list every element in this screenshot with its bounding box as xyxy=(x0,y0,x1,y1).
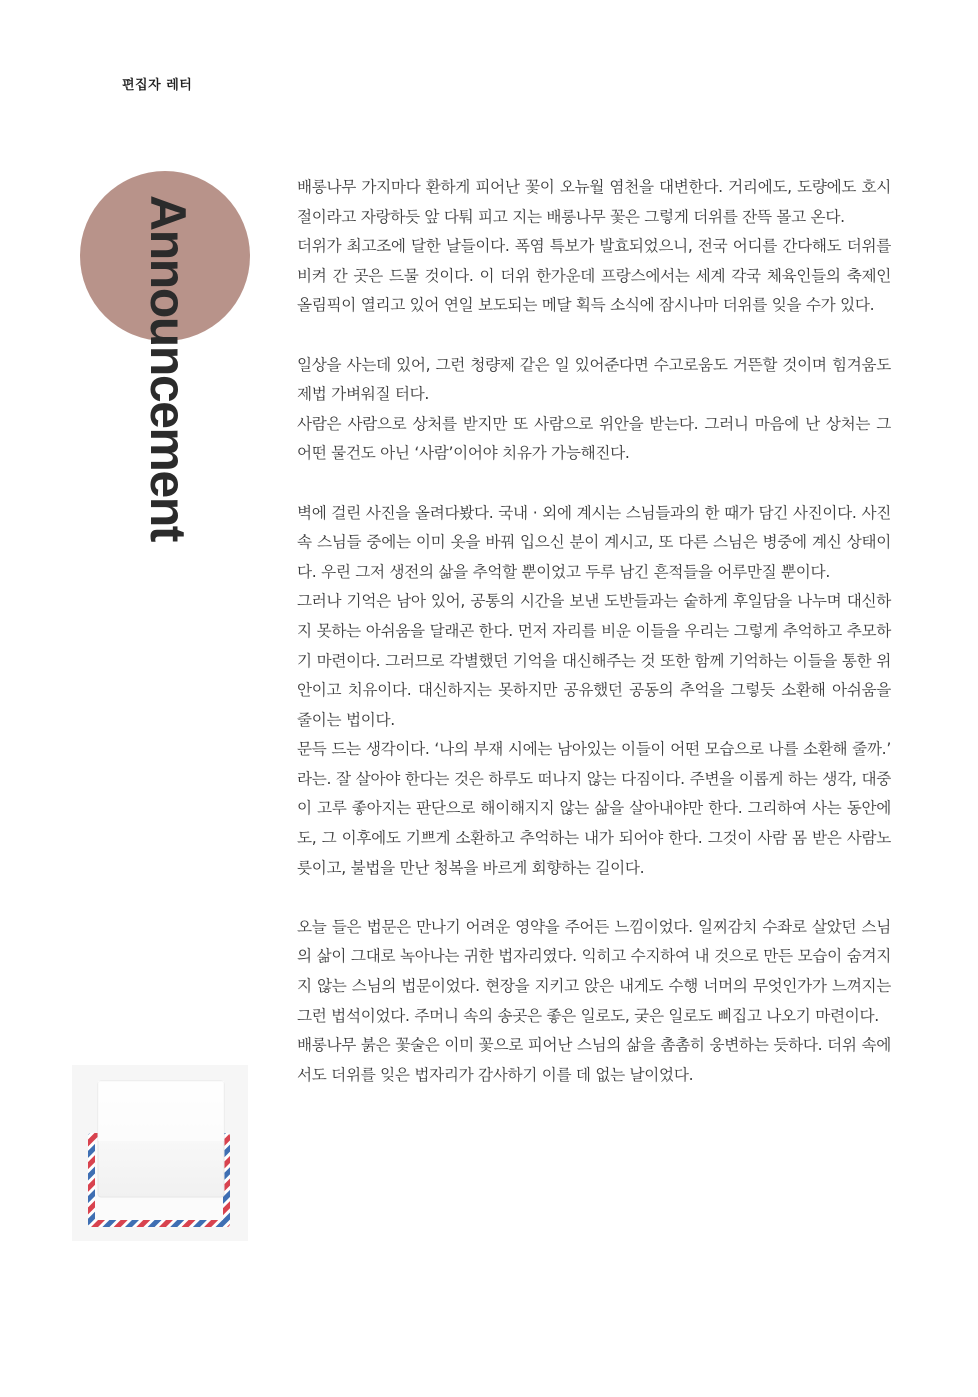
paragraph: 일상을 사는데 있어, 그런 청량제 같은 일 있어준다면 수고로움도 거뜬할 것이며 힘겨움도 제법 가벼워질 터다. xyxy=(297,355,891,404)
paragraph: 배롱나무 붉은 꽃술은 이미 꽃으로 피어난 스님의 삶을 촘촘히 웅변하는 듯하다. 더위 속에서도 더위를 잊은 법자리가 감사하기 이를 데 없는 날이었다. xyxy=(297,1036,891,1084)
paragraph-gap xyxy=(297,883,891,913)
airmail-envelope-icon xyxy=(72,1065,248,1241)
paragraph: 배롱나무 가지마다 환하게 피어난 꽃이 오뉴월 염천을 대변한다. 거리에도, 도량에도 호시절이라고 자랑하듯 앞 다퉈 피고 지는 배롱나무 꽃은 그렇게 더위를 잔뜩 몰고 온다. xyxy=(297,178,891,226)
paragraph-gap xyxy=(297,321,891,351)
paragraph: 벽에 걸린 사진을 올려다봤다. 국내 · 외에 계시는 스님들과의 한 때가 담긴 사진이다. 사진 속 스님들 중에는 이미 옷을 바꿔 입으신 분이 계시고, 또 다른 스님은 병중에 계신 상태이다. 우린 그저 생전의 삶을 추억할 뿐이었고 두루 남긴 흔적들을 어루만질 뿐이다. xyxy=(297,503,891,581)
paragraph: 문득 드는 생각이다. ‘나의 부재 시에는 남아있는 이들이 어떤 모습으로 나를 소환해 줄까.’ 라는. 잘 살아야 한다는 것은 하루도 떠나지 않는 다짐이다. 주변을 이롭게 하는 생각, 대중이 고루 좋아지는 판단으로 해이해지지 않는 삶을 살아내야만 한다. 그리하여 사는 동안에도, 그 이후에도 기쁘게 소환하고 추억하는 내가 되어야 한다. 그것이 사람 몸 받은 사람노릇이고, 불법을 만난 청복을 바르게 회향하는 길이다. xyxy=(297,740,891,877)
paragraph: 오늘 들은 법문은 만나기 어려운 영약을 주어든 느낌이었다. 일찌감치 수좌로 살았던 스님의 삶이 그대로 녹아나는 귀한 법자리였다. 익히고 수지하여 내 것으로 만든 모습이 숨겨지지 않는 스님의 법문이었다. 현장을 지키고 앉은 내게도 수행 너머의 무엇인가가 느껴지는 그런 법석이었다. 주머니 속의 송곳은 좋은 일로도, 궂은 일로도 삐집고 나오기 마련이다. xyxy=(297,917,891,1025)
paragraph: 그러나 기억은 남아 있어, 공통의 시간을 보낸 도반들과는 숱하게 후일담을 나누며 대신하지 못하는 아쉬움을 달래곤 한다. 먼저 자리를 비운 이들을 우리는 그렇게 추억하고 추모하기 마련이다. 그러므로 각별했던 기억을 대신해주는 것 또한 함께 기억하는 이들을 통한 위안이고 치유이다. 대신하지는 못하지만 공유했던 공동의 추억을 그렇듯 소환해 아쉬움을 줄이는 법이다. xyxy=(297,592,891,729)
paragraph: 더위가 최고조에 달한 날들이다. 폭염 특보가 발효되었으니, 전국 어디를 간다해도 더위를 비켜 간 곳은 드물 것이다. 이 더위 한가운데 프랑스에서는 세계 각국 체육인들의 축제인 올림픽이 열리고 있어 연일 보도되는 메달 획득 소식에 잠시나마 더위를 잊을 수가 있다. xyxy=(297,237,891,315)
article-body xyxy=(297,173,891,1090)
page-title-vertical xyxy=(140,195,196,541)
page-title: Announcement xyxy=(140,195,196,541)
paragraph-gap xyxy=(297,469,891,499)
section-label: 편집자 레터 xyxy=(122,78,193,93)
paragraph: 사람은 사람으로 상처를 받지만 또 사람으로 위안을 받는다. 그러니 마음에 난 상처는 그 어떤 물건도 아닌 ‘사람’이어야 치유가 가능해진다. xyxy=(297,414,891,463)
